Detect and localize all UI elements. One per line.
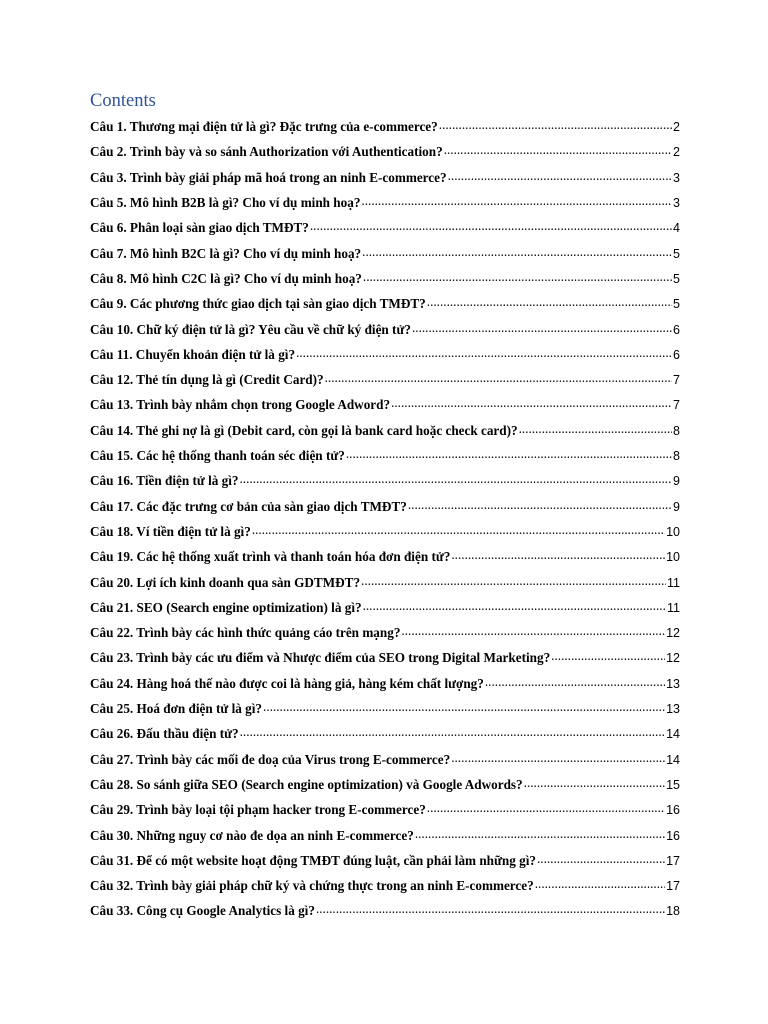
toc-dot-leader <box>551 649 665 662</box>
toc-entry-title: Câu 3. Trình bày giải pháp mã hoá trong an ninh E-commerce? <box>90 169 447 185</box>
toc-entry-link[interactable] <box>90 852 680 877</box>
toc-dot-leader <box>408 497 672 510</box>
toc-entry-link[interactable] <box>90 371 680 396</box>
toc-entry-link[interactable] <box>90 194 680 219</box>
toc-entry-link[interactable] <box>90 447 680 472</box>
toc-dot-leader <box>444 143 672 156</box>
toc-dot-leader <box>524 776 665 789</box>
toc-entry-title: Câu 18. Ví tiền điện tử là gì? <box>90 523 251 539</box>
toc-entry-title: Câu 5. Mô hình B2B là gì? Cho ví dụ minh hoạ? <box>90 195 361 211</box>
toc-dot-leader <box>415 826 665 839</box>
toc-entry-link[interactable] <box>90 320 680 345</box>
toc-entry-title: Câu 10. Chữ ký điện tử là gì? Yêu cầu về chữ ký điện tử? <box>90 321 411 337</box>
toc-dot-leader <box>537 852 665 865</box>
toc-dot-leader <box>363 599 666 612</box>
toc-page-number: 9 <box>673 499 680 514</box>
toc-entry-title: Câu 26. Đấu thầu điện tử? <box>90 726 239 742</box>
toc-entry-link[interactable] <box>90 826 680 851</box>
toc-entry-link[interactable] <box>90 750 680 775</box>
toc-dot-leader <box>485 675 665 688</box>
toc-page-number: 5 <box>673 246 680 261</box>
toc-page-number: 15 <box>666 777 680 792</box>
toc-page-number: 7 <box>673 398 680 413</box>
toc-dot-leader <box>519 422 672 435</box>
toc-dot-leader <box>310 219 672 232</box>
toc-heading: Contents <box>90 91 156 111</box>
toc-entry-title: Câu 8. Mô hình C2C là gì? Cho ví dụ minh hoạ? <box>90 270 362 286</box>
toc-entry-link[interactable] <box>90 649 680 674</box>
toc-dot-leader <box>427 295 672 308</box>
toc-dot-leader <box>263 700 665 713</box>
toc-entry-title: Câu 24. Hàng hoá thế nào được coi là hàng giả, hàng kém chất lượng? <box>90 675 484 691</box>
toc-entry-link[interactable] <box>90 169 680 194</box>
toc-page-number: 12 <box>666 626 680 641</box>
toc-entry-title: Câu 20. Lợi ích kinh doanh qua sàn GDTMĐT? <box>90 574 361 590</box>
toc-entry-title: Câu 1. Thương mại điện tử là gì? Đặc trưng của e-commerce? <box>90 119 438 135</box>
toc-dot-leader <box>427 801 665 814</box>
toc-entry-title: Câu 12. Thẻ tín dụng là gì (Credit Card)? <box>90 372 324 388</box>
toc-page-number: 14 <box>666 752 680 767</box>
toc-dot-leader <box>325 371 672 384</box>
toc-page-number: 16 <box>666 828 680 843</box>
toc-dot-leader <box>361 573 666 586</box>
toc-entry-title: Câu 22. Trình bày các hình thức quảng cáo trên mạng? <box>90 625 401 641</box>
toc-dot-leader <box>448 169 672 182</box>
toc-entry-link[interactable] <box>90 675 680 700</box>
toc-entry-link[interactable] <box>90 497 680 522</box>
toc-entry-title: Câu 7. Mô hình B2C là gì? Cho ví dụ minh hoạ? <box>90 245 362 261</box>
toc-dot-leader <box>451 548 665 561</box>
toc-entry-title: Câu 28. So sánh giữa SEO (Search engine optimization) và Google Adwords? <box>90 776 523 792</box>
toc-entry-title: Câu 16. Tiền điện tử là gì? <box>90 473 239 489</box>
toc-entry-link[interactable] <box>90 548 680 573</box>
toc-page-number: 17 <box>666 879 680 894</box>
toc-entry-title: Câu 23. Trình bày các ưu điểm và Nhược điểm của SEO trong Digital Marketing? <box>90 650 551 666</box>
toc-dot-leader <box>252 523 665 536</box>
toc-entry-title: Câu 6. Phân loại sàn giao dịch TMĐT? <box>90 220 309 236</box>
toc-entry-title: Câu 19. Các hệ thống xuất trình và thanh toán hóa đơn điện tử? <box>90 549 451 565</box>
toc-page-number: 11 <box>667 600 680 615</box>
toc-dot-leader <box>401 624 665 637</box>
toc-entry-link[interactable] <box>90 396 680 421</box>
toc-entry-title: Câu 32. Trình bày giải pháp chữ ký và chứng thực trong an ninh E-commerce? <box>90 878 534 894</box>
toc-page-number: 17 <box>666 853 680 868</box>
toc-page-number: 5 <box>673 297 680 312</box>
toc-entry-link[interactable] <box>90 143 680 168</box>
toc-entry-link[interactable] <box>90 573 680 598</box>
toc-page-number: 2 <box>673 120 680 135</box>
toc-entry-link[interactable] <box>90 270 680 295</box>
toc-dot-leader <box>296 346 672 359</box>
toc-dot-leader <box>412 320 672 333</box>
toc-page-number: 14 <box>666 727 680 742</box>
toc-entry-title: Câu 9. Các phương thức giao dịch tại sàn giao dịch TMĐT? <box>90 296 426 312</box>
toc-entry-link[interactable] <box>90 700 680 725</box>
toc-dot-leader <box>391 396 672 409</box>
toc-dot-leader <box>363 270 672 283</box>
toc-entry-link[interactable] <box>90 776 680 801</box>
toc-dot-leader <box>451 750 665 763</box>
toc-entry-link[interactable] <box>90 244 680 269</box>
toc-page-number: 13 <box>666 702 680 717</box>
toc-entry-title: Câu 30. Những nguy cơ nào đe dọa an ninh E-commerce? <box>90 827 414 843</box>
toc-entry-link[interactable] <box>90 295 680 320</box>
toc-page-number: 8 <box>673 449 680 464</box>
toc-entry-title: Câu 33. Công cụ Google Analytics là gì? <box>90 903 315 919</box>
toc-page-number: 3 <box>673 196 680 211</box>
toc-page-number: 5 <box>673 271 680 286</box>
toc-page-number: 7 <box>673 373 680 388</box>
toc-page-number: 4 <box>673 221 680 236</box>
toc-list <box>90 118 680 928</box>
toc-page-number: 8 <box>673 423 680 438</box>
toc-page-number: 10 <box>666 550 680 565</box>
toc-dot-leader <box>240 472 673 485</box>
toc-entry-link[interactable] <box>90 219 680 244</box>
toc-page-number: 13 <box>666 676 680 691</box>
toc-entry-link[interactable] <box>90 599 680 624</box>
toc-entry-link[interactable] <box>90 472 680 497</box>
toc-entry-link[interactable] <box>90 902 680 927</box>
toc-page-number: 11 <box>667 575 680 590</box>
toc-entry-title: Câu 2. Trình bày và so sánh Authorization với Authentication? <box>90 144 443 160</box>
toc-entry-title: Câu 11. Chuyển khoản điện tử là gì? <box>90 346 296 362</box>
toc-entry-title: Câu 25. Hoá đơn điện tử là gì? <box>90 701 263 717</box>
toc-entry-link[interactable] <box>90 624 680 649</box>
toc-entry-title: Câu 31. Để có một website hoạt động TMĐT đúng luật, cần phải làm những gì? <box>90 852 536 868</box>
toc-entry-title: Câu 13. Trình bày nhắm chọn trong Google Adword? <box>90 397 391 413</box>
toc-dot-leader <box>361 194 672 207</box>
toc-page-number: 16 <box>666 803 680 818</box>
toc-entry-link[interactable] <box>90 523 680 548</box>
toc-page-number: 9 <box>673 474 680 489</box>
toc-page-number: 2 <box>673 145 680 160</box>
toc-dot-leader <box>439 118 672 131</box>
toc-entry-link[interactable] <box>90 877 680 902</box>
toc-dot-leader <box>346 447 672 460</box>
toc-entry-link[interactable] <box>90 422 680 447</box>
toc-entry-title: Câu 17. Các đặc trưng cơ bản của sàn giao dịch TMĐT? <box>90 498 407 514</box>
toc-entry-link[interactable] <box>90 346 680 371</box>
document-page <box>90 88 680 928</box>
toc-entry-title: Câu 21. SEO (Search engine optimization) là gì? <box>90 599 362 615</box>
toc-entry-title: Câu 27. Trình bày các mối đe doạ của Virus trong E-commerce? <box>90 751 451 767</box>
toc-entry-link[interactable] <box>90 118 680 143</box>
toc-dot-leader <box>240 725 665 738</box>
toc-entry-title: Câu 15. Các hệ thống thanh toán séc điện tử? <box>90 448 345 464</box>
toc-entry-title: Câu 14. Thẻ ghi nợ là gì (Debit card, còn gọi là bank card hoặc check card)? <box>90 422 518 438</box>
toc-page-number: 10 <box>666 524 680 539</box>
toc-dot-leader <box>316 902 665 915</box>
toc-page-number: 12 <box>666 651 680 666</box>
toc-page-number: 18 <box>666 904 680 919</box>
toc-page-number: 6 <box>673 322 680 337</box>
toc-entry-link[interactable] <box>90 725 680 750</box>
toc-page-number: 3 <box>673 170 680 185</box>
toc-entry-link[interactable] <box>90 801 680 826</box>
toc-entry-title: Câu 29. Trình bày loại tội phạm hacker trong E-commerce? <box>90 802 426 818</box>
toc-page-number: 6 <box>673 347 680 362</box>
toc-dot-leader <box>535 877 665 890</box>
toc-dot-leader <box>362 244 672 257</box>
